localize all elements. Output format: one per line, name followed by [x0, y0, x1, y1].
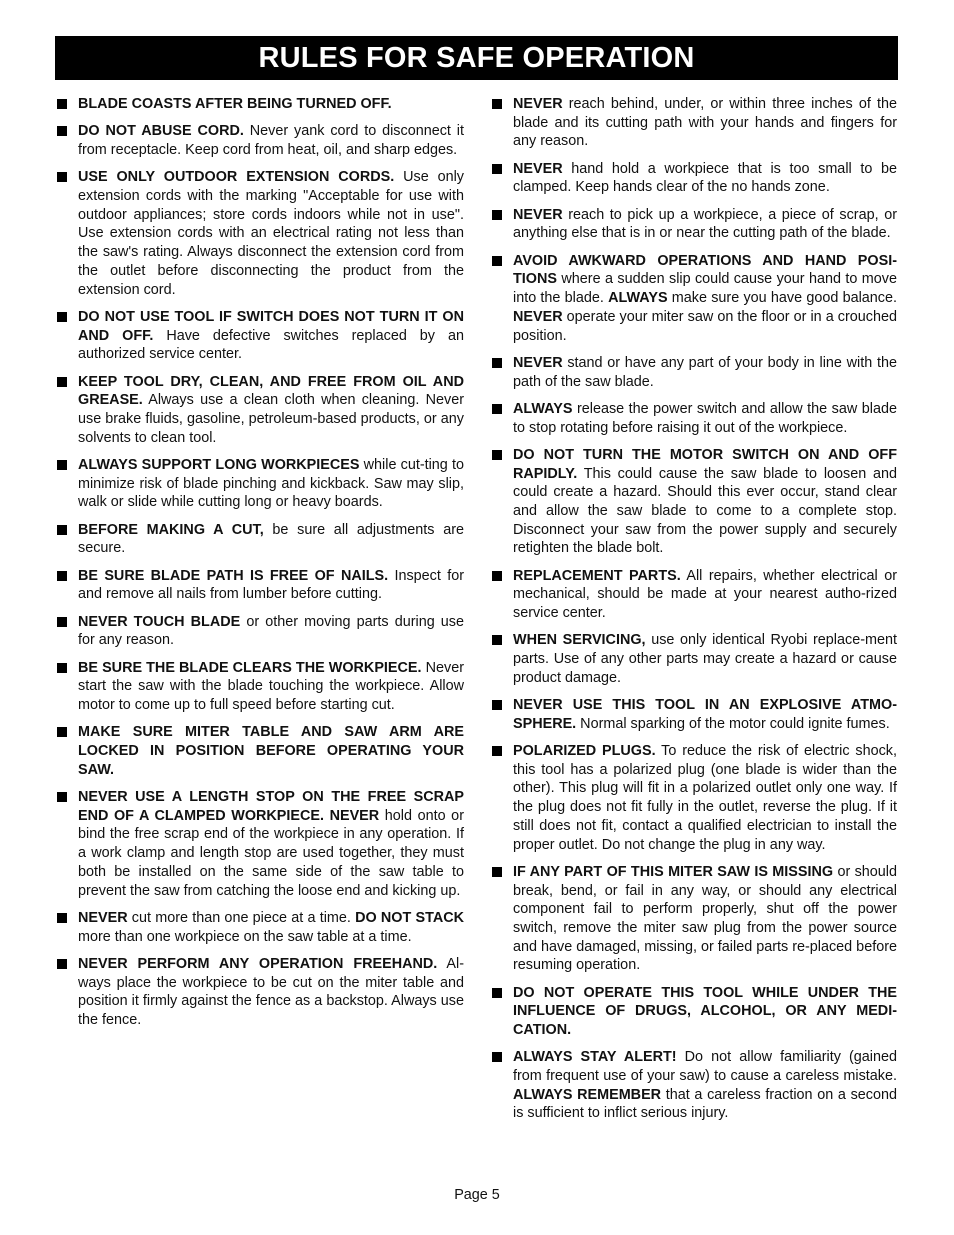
rule-item [491, 567, 897, 623]
rule-emphasis: WHEN SERVICING, [513, 632, 646, 649]
section-title: RULES FOR SAFE OPERATION [55, 36, 898, 80]
rule-emphasis: DO NOT ABUSE CORD. [78, 123, 244, 140]
rule-item [491, 206, 897, 243]
square-bullet-icon [57, 126, 67, 136]
rule-text: stand or have any part of your body in line with the path of the saw blade. [513, 354, 897, 390]
rule-emphasis: USE ONLY OUTDOOR EXTENSION CORDS. [78, 169, 395, 186]
rule-item [56, 373, 464, 448]
rule-item [491, 160, 897, 197]
rule-emphasis: NEVER TOUCH BLADE [78, 613, 241, 630]
rule-emphasis: NEVER [513, 160, 563, 177]
rule-text: Inspect for and remove all nails from lumber before cutting. [78, 567, 465, 603]
square-bullet-icon [492, 867, 502, 877]
rule-emphasis: MAKE SURE MITER TABLE AND SAW ARM ARE LOCKED IN POSITION BEFORE OPERATING YOUR SAW. [78, 724, 464, 778]
rule-text: be sure all adjustments are secure. [78, 521, 464, 557]
square-bullet-icon [492, 164, 502, 174]
rule-text: cut more than one piece at a time. [127, 909, 356, 926]
rule-emphasis: DO NOT USE TOOL IF SWITCH DOES NOT TURN IT ON AND OFF. [78, 308, 464, 344]
rule-item [56, 521, 464, 558]
rule-item [56, 723, 464, 779]
rule-text: while cut-ting to minimize risk of blade pinching and kickback. Saw may slip, walk or slide while cutting long or heavy boards. [78, 456, 464, 511]
rule-text: reach behind, under, or within three inches of the blade and its cutting path with your hands and fingers for any reason. [513, 96, 897, 150]
rule-item [491, 400, 897, 437]
rule-item [56, 168, 464, 299]
square-bullet-icon [57, 312, 67, 322]
rule-item [56, 567, 464, 604]
square-bullet-icon [57, 727, 67, 737]
rule-emphasis: NEVER [513, 308, 563, 325]
rule-emphasis: DO NOT STACK [355, 909, 464, 926]
rule-text: Always use a clean cloth when cleaning. Never use brake fluids, gasoline, petroleum-based products, or any solvents to clean tool. [78, 392, 464, 446]
square-bullet-icon [57, 913, 67, 923]
square-bullet-icon [57, 617, 67, 627]
rule-text: Use only extension cords with the marking "Acceptable for use with outdoor appliances; store cords indoors while not in use". Use extension cords with an electrical rating not less than the saw's rating. Always disconnect the extension cord from the outlet before disconnecting the product from the extension cord. [78, 169, 464, 298]
rule-text: reach to pick up a workpiece, a piece of scrap, or anything else that is in or near the cutting path of the blade. [513, 206, 897, 242]
rule-item [56, 613, 464, 650]
square-bullet-icon [492, 746, 502, 756]
rule-item [491, 446, 897, 558]
rule-text: hand hold a workpiece that is too small to be clamped. Keep hands clear of the no hands zone. [513, 160, 897, 196]
rule-emphasis: NEVER USE THIS TOOL IN AN EXPLOSIVE ATMO-SPHERE. [513, 697, 897, 732]
page-number: Page 5 [454, 1187, 500, 1203]
rule-text: hold onto or bind the free scrap end of the workpiece in any operation. If a work clamp and length stop are used together, they must both be installed on the same side of the saw table to prevent the saw from catching the loose end and kicking up. [78, 807, 464, 899]
rule-emphasis: BE SURE BLADE PATH IS FREE OF NAILS. [78, 567, 389, 584]
rule-text: Do not allow familiarity (gained from frequent use of your saw) to cause a careless mistake. [513, 1049, 897, 1085]
right-rules-column [491, 95, 897, 1132]
rule-text: Never yank cord to disconnect it from receptacle. Keep cord from heat, oil, and sharp edges. [78, 123, 464, 158]
rule-emphasis: IF ANY PART OF THIS MITER SAW IS MISSING [513, 863, 834, 880]
rule-item [56, 456, 464, 512]
rule-emphasis: BE SURE THE BLADE CLEARS THE WORKPIECE. [78, 659, 422, 676]
rule-text: To reduce the risk of electric shock, this tool has a polarized plug (one blade is wider than the other). This plug will fit in a polarized outlet only one way. If the plug does not fit fully in the outlet, reverse the plug. If it still does not fit, contact a qualified electrician to install the proper outlet. Do not change the plug in any way. [513, 743, 897, 853]
rule-emphasis: NEVER [513, 96, 563, 112]
rule-emphasis: NEVER PERFORM ANY OPERATION FREEHAND. [78, 955, 438, 972]
square-bullet-icon [57, 792, 67, 802]
rule-text: This could cause the saw blade to loosen and could create a hazard. Should this ever occur, stand clear and allow the saw blade to come to a complete stop. Disconnect your saw from the power supply and securely retighten the blade bolt. [513, 465, 897, 557]
square-bullet-icon [492, 450, 502, 460]
square-bullet-icon [57, 172, 67, 182]
rule-text: use only identical Ryobi replace-ment parts. Use of any other parts may create a hazard or cause product damage. [513, 632, 897, 686]
rule-emphasis: BEFORE MAKING A CUT, [78, 521, 264, 538]
rule-text: make sure you have good balance. [667, 290, 897, 307]
rule-emphasis: DO NOT OPERATE THIS TOOL WHILE UNDER THE INFLUENCE OF DRUGS, ALCOHOL, OR ANY MEDI-CATION. [513, 984, 897, 1039]
square-bullet-icon [492, 988, 502, 998]
rule-item [56, 955, 464, 1030]
rule-item [56, 659, 464, 715]
rule-emphasis: ALWAYS [608, 290, 668, 307]
rule-emphasis: ALWAYS SUPPORT LONG WORKPIECES [78, 456, 360, 473]
rule-emphasis: POLARIZED PLUGS. [513, 743, 656, 760]
rule-item [491, 984, 897, 1040]
rule-text: All repairs, whether electrical or mechanical, should be made at your nearest autho-rized service center. [513, 567, 897, 622]
rule-emphasis: NEVER [78, 909, 128, 926]
square-bullet-icon [492, 1052, 502, 1062]
rule-emphasis: NEVER [513, 354, 563, 371]
rule-item [56, 122, 464, 159]
square-bullet-icon [492, 404, 502, 414]
rule-emphasis: ALWAYS REMEMBER [513, 1086, 662, 1103]
square-bullet-icon [57, 571, 67, 581]
square-bullet-icon [57, 663, 67, 673]
square-bullet-icon [492, 635, 502, 645]
rule-emphasis: ALWAYS STAY ALERT! [513, 1049, 677, 1066]
rule-item [491, 742, 897, 854]
rule-item [491, 696, 897, 733]
square-bullet-icon [492, 99, 502, 109]
rule-emphasis: NEVER USE A LENGTH STOP ON THE FREE SCRAP END OF A CLAMPED WORKPIECE. NEVER [78, 789, 464, 824]
square-bullet-icon [492, 256, 502, 266]
rule-item [56, 909, 464, 946]
square-bullet-icon [492, 358, 502, 368]
rule-text: Have defective switches replaced by an authorized service center. [78, 327, 464, 363]
rule-text: that a careless fraction on a second is sufficient to inflict serious injury. [513, 1086, 898, 1122]
rule-item [56, 788, 464, 900]
rule-text: Never start the saw with the blade touching the workpiece. Allow motor to come up to full speed before starting cut. [78, 659, 464, 714]
rule-item [56, 95, 464, 114]
rule-text: where a sudden slip could cause your hand to move into the blade. [513, 271, 897, 307]
square-bullet-icon [492, 700, 502, 710]
rule-emphasis: KEEP TOOL DRY, CLEAN, AND FREE FROM OIL AND GREASE. [78, 373, 464, 409]
rule-text: or other moving parts during use for any reason. [78, 613, 464, 649]
rule-emphasis: REPLACEMENT PARTS. [513, 567, 681, 584]
rule-text: Normal sparking of the motor could ignite fumes. [576, 715, 890, 732]
rule-emphasis: NEVER [513, 206, 563, 223]
rule-emphasis: DO NOT TURN THE MOTOR SWITCH ON AND OFF RAPIDLY. [513, 446, 897, 482]
rule-item [491, 354, 897, 391]
rule-text: more than one workpiece on the saw table at a time. [78, 928, 412, 945]
square-bullet-icon [57, 460, 67, 470]
square-bullet-icon [57, 525, 67, 535]
square-bullet-icon [57, 99, 67, 109]
rule-text: or should break, bend, or fail in any way, or should any electrical component fail to perform properly, shut off the power switch, remove the miter saw plug from the power source and have damaged, missing, or failed parts re-placed before resuming operation. [513, 863, 898, 974]
rule-emphasis: BLADE COASTS AFTER BEING TURNED OFF. [78, 96, 392, 112]
square-bullet-icon [492, 210, 502, 220]
rule-item [491, 252, 897, 346]
square-bullet-icon [492, 571, 502, 581]
rule-item [56, 308, 464, 364]
rule-text: operate your miter saw on the floor or in a crouched position. [513, 308, 897, 344]
rule-item [491, 95, 897, 151]
rule-item [491, 1048, 897, 1123]
rule-item [491, 863, 897, 975]
rule-emphasis: AVOID AWKWARD OPERATIONS AND HAND POSI-TIONS [513, 252, 897, 288]
square-bullet-icon [57, 959, 67, 969]
rule-text: release the power switch and allow the saw blade to stop rotating before raising it out of the workpiece. [513, 400, 897, 436]
rule-emphasis: ALWAYS [513, 400, 573, 417]
rule-item [491, 631, 897, 687]
rule-text: Al-ways place the workpiece to be cut on the miter table and position it firmly against the fence as a backstop. Always use the fence. [78, 955, 465, 1028]
square-bullet-icon [57, 377, 67, 387]
left-rules-column [56, 95, 464, 1038]
